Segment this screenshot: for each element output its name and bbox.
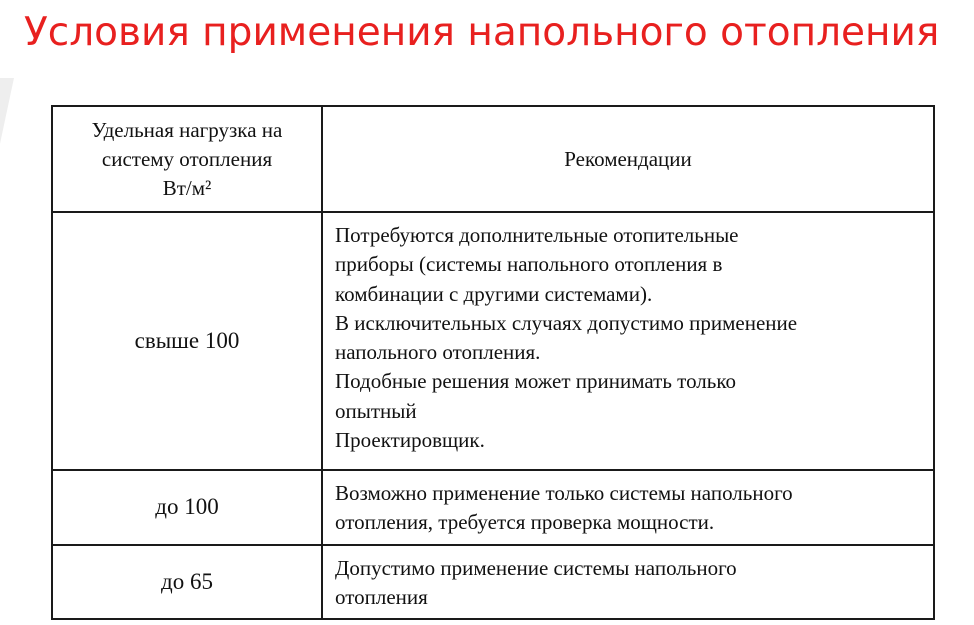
load-cell: до 65 xyxy=(52,545,322,620)
recommendation-line: напольного отопления. xyxy=(335,340,541,365)
table-row xyxy=(52,212,934,470)
header-load-line: систему отопления xyxy=(101,146,273,171)
recommendation-line: Проектировщик. xyxy=(335,428,485,453)
recommendation-line: опытный xyxy=(335,398,417,423)
recommendation-line: отопления, требуется проверка мощности. xyxy=(335,510,715,535)
recommendation-line: Подобные решения может принимать только xyxy=(335,369,736,394)
recommendation-line: отопления xyxy=(335,584,428,609)
recommendation-line: Потребуются дополнительные отопительные xyxy=(335,223,739,247)
recommendation-cell xyxy=(322,545,934,620)
load-cell: свыше 100 xyxy=(52,212,322,470)
header-recommendations-cell: Рекомендации xyxy=(322,106,934,212)
recommendation-line: В исключительных случаях допустимо применение xyxy=(335,310,798,335)
recommendation-cell xyxy=(322,470,934,545)
recommendation-line: комбинации с другими системами). xyxy=(335,281,653,306)
header-load-cell xyxy=(52,106,322,212)
recommendations-table xyxy=(51,105,935,620)
decorative-slash xyxy=(0,78,14,153)
table-header-row xyxy=(52,106,934,212)
load-cell: до 100 xyxy=(52,470,322,545)
recommendation-cell xyxy=(322,212,934,470)
header-load-line: Вт/м² xyxy=(162,175,212,200)
recommendation-line: приборы (системы напольного отопления в xyxy=(335,252,723,277)
table-row xyxy=(52,545,934,620)
recommendation-line: Возможно применение только системы напольного xyxy=(335,481,793,505)
page-title: Условия применения напольного отопления xyxy=(24,10,940,55)
recommendation-line: Допустимо применение системы напольного xyxy=(335,555,737,580)
header-load-line: Удельная нагрузка на xyxy=(91,117,283,142)
table-row xyxy=(52,470,934,545)
